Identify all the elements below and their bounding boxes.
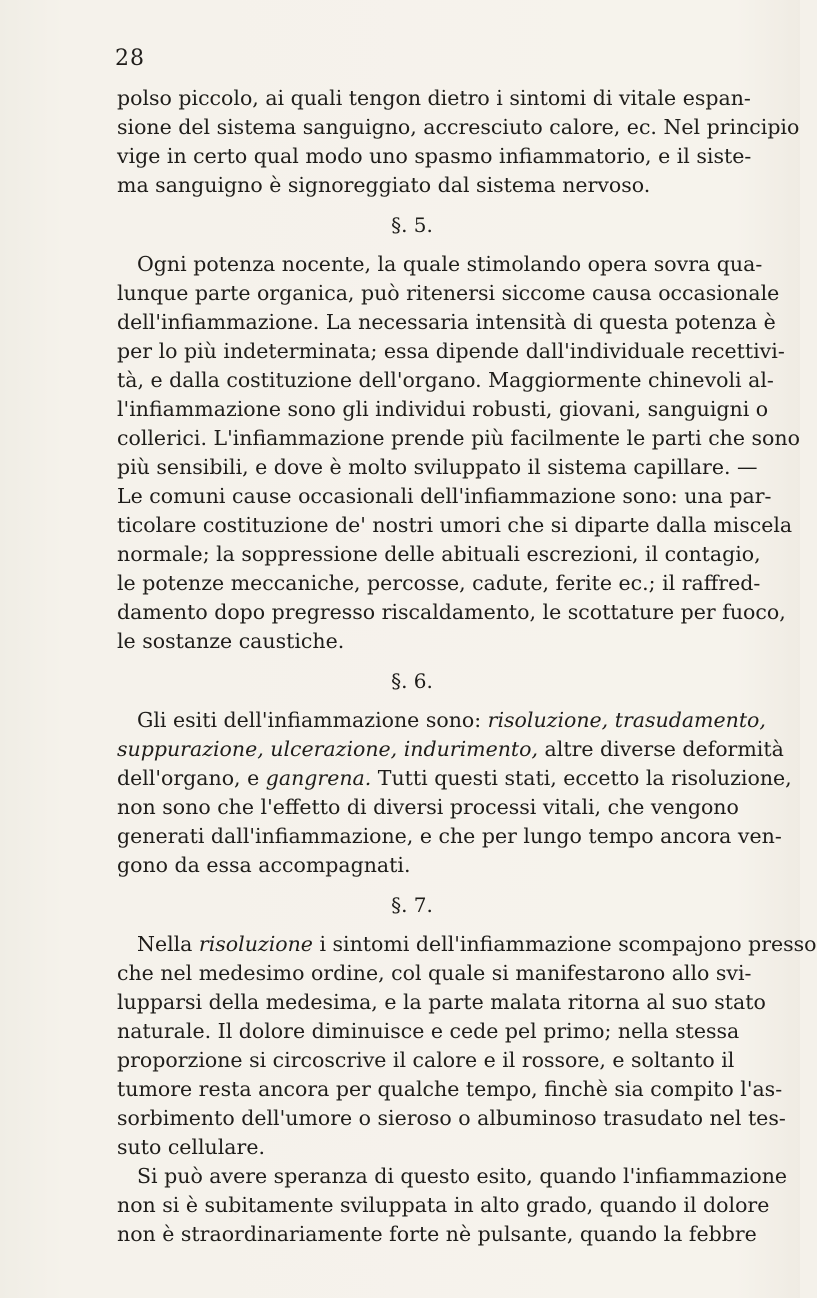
text-run: dell'organo, e	[117, 766, 266, 790]
text-line: lunque parte organica, può ritenersi siccome causa occasionale	[117, 281, 780, 305]
body-text	[117, 84, 817, 1249]
section-heading-7: §. 7.	[391, 893, 433, 917]
section-heading-5: §. 5.	[391, 213, 433, 237]
text-line: l'infiammazione sono gli individui robusti, giovani, sanguigni o	[117, 397, 769, 421]
text-line: non si è subitamente sviluppata in alto grado, quando il dolore	[117, 1193, 770, 1217]
text-line: sione del sistema sanguigno, accresciuto calore, ec. Nel principio	[117, 115, 800, 139]
text-run: Nella	[137, 932, 199, 956]
text-line: Ogni potenza nocente, la quale stimolando opera sovra qua-	[137, 252, 763, 276]
text-line	[117, 764, 792, 793]
section-6-paragraph	[117, 706, 792, 880]
text-line: naturale. Il dolore diminuisce e cede pel primo; nella stessa	[117, 1019, 740, 1043]
text-line: non è straordinariamente forte nè pulsante, quando la febbre	[117, 1222, 757, 1246]
text-line: per lo più indeterminata; essa dipende dall'individuale recettivi-	[117, 339, 785, 363]
paragraph-continuation	[117, 84, 800, 200]
page-number: 28	[115, 46, 145, 71]
text-run: Gli esiti dell'infiammazione sono:	[137, 708, 488, 732]
text-line: normale; la soppressione delle abituali escrezioni, il contagio,	[117, 542, 761, 566]
section-7-paragraph-2	[117, 1162, 788, 1249]
text-line: damento dopo pregresso riscaldamento, le scottature per fuoco,	[117, 600, 786, 624]
section-5-paragraph	[117, 250, 800, 656]
text-line: polso piccolo, ai quali tengon dietro i sintomi di vitale espan-	[117, 86, 751, 110]
text-run: altre diverse deformità	[538, 737, 784, 761]
text-line: ma sanguigno è signoreggiato dal sistema nervoso.	[117, 173, 651, 197]
text-line: ticolare costituzione de' nostri umori che si diparte dalla miscela	[117, 513, 793, 537]
text-line	[117, 735, 784, 764]
text-line: gono da essa accompagnati.	[117, 853, 411, 877]
text-line: non sono che l'effetto di diversi processi vitali, che vengono	[117, 795, 739, 819]
text-line: le sostanze caustiche.	[117, 629, 345, 653]
text-line: proporzione si circoscrive il calore e il rossore, e soltanto il	[117, 1048, 735, 1072]
text-run: Tutti questi stati, eccetto la risoluzione,	[371, 766, 792, 790]
italic-term: suppurazione, ulcerazione, indurimento,	[117, 737, 539, 761]
italic-term: gangrena.	[265, 766, 372, 790]
italic-term: risoluzione	[198, 932, 313, 956]
text-line: che nel medesimo ordine, col quale si manifestarono allo svi-	[117, 961, 752, 985]
text-line: collerici. L'infiammazione prende più facilmente le parti che sono	[117, 426, 800, 450]
text-line: generati dall'infiammazione, e che per lungo tempo ancora ven-	[117, 824, 782, 848]
text-line	[117, 706, 766, 735]
text-line: dell'infiammazione. La necessaria intensità di questa potenza è	[117, 310, 776, 334]
text-line: lupparsi della medesima, e la parte malata ritorna al suo stato	[117, 990, 766, 1014]
text-line: tà, e dalla costituzione dell'organo. Maggiormente chinevoli al-	[117, 368, 774, 392]
text-line: sorbimento dell'umore o sieroso o albuminoso trasudato nel tes-	[117, 1106, 786, 1130]
text-line: più sensibili, e dove è molto sviluppato il sistema capillare. —	[117, 455, 758, 479]
text-line: Si può avere speranza di questo esito, quando l'infiammazione	[137, 1164, 788, 1188]
text-line: le potenze meccaniche, percosse, cadute, ferite ec.; il raffred-	[117, 571, 761, 595]
text-line	[117, 930, 817, 959]
section-7-paragraph	[117, 930, 817, 1162]
text-line: vige in certo qual modo uno spasmo infiammatorio, e il siste-	[117, 144, 752, 168]
text-line: tumore resta ancora per qualche tempo, finchè sia compito l'as-	[117, 1077, 783, 1101]
text-run: i sintomi dell'infiammazione scompajono presso	[312, 932, 817, 956]
italic-term: risoluzione, trasudamento,	[487, 708, 766, 732]
text-line: suto cellulare.	[117, 1135, 265, 1159]
section-heading-6: §. 6.	[391, 669, 433, 693]
text-line: Le comuni cause occasionali dell'infiammazione sono: una par-	[117, 484, 772, 508]
